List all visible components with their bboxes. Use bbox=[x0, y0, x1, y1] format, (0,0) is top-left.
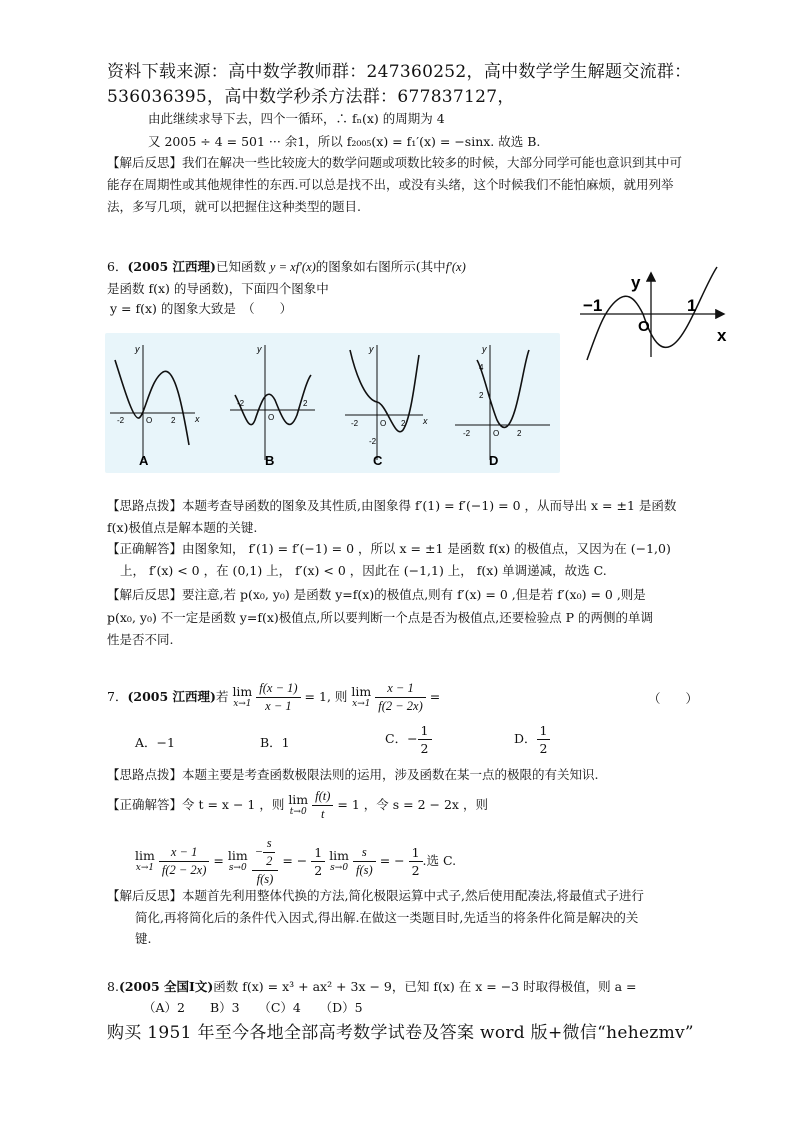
q7-option-a: A．−1 bbox=[135, 735, 175, 750]
q7-eq1: = 1, 则 bbox=[304, 689, 348, 704]
source-header-line1: 资料下载来源：高中数学教师群：247360252，高中数学学生解题交流群： bbox=[107, 62, 692, 82]
svg-text:-2: -2 bbox=[237, 399, 245, 408]
q7-hint: 【思路点拨】本题主要是考查函数极限法则的运用，涉及函数在某一点的极限的有关知识. bbox=[107, 767, 599, 782]
q6-main-graph bbox=[575, 262, 735, 362]
svg-text:O: O bbox=[146, 416, 153, 425]
prev-line1: 由此继续求导下去，四个一循环，∴ fₙ(x) 的周期为 4 bbox=[148, 111, 445, 126]
source-header-line2: 536036395，高中数学秒杀方法群：677837127， bbox=[107, 87, 515, 107]
svg-text:2: 2 bbox=[479, 391, 484, 400]
q6-source: (2005 江西理) bbox=[127, 259, 216, 274]
svg-text:x: x bbox=[195, 414, 200, 424]
q7-frac2: $\frac{x - 1}{f(2 - 2x)}$ bbox=[375, 680, 426, 715]
q7-ruo: 若 bbox=[215, 689, 229, 704]
svg-text:4: 4 bbox=[479, 363, 484, 372]
caption-b: B bbox=[265, 453, 275, 468]
q7-option-b: B．1 bbox=[260, 735, 290, 750]
q7-reflect-line1: 【解后反思】本题首先利用整体代换的方法,简化极限运算中式子,然后使用配凑法,将最值式子进行 bbox=[107, 888, 644, 903]
svg-text:-2: -2 bbox=[369, 437, 377, 446]
svg-text:O: O bbox=[380, 419, 387, 428]
q6-formula2: f′(x) bbox=[445, 260, 466, 274]
q6-answer-line1: 【正确解答】由图象知， f′(1) = f′(−1) = 0 ，所以 x = ±1 是函数 f(x) 的极值点，又因为在 (−1,0) bbox=[107, 541, 671, 556]
q7-source: (2005 江西理) bbox=[127, 689, 216, 704]
q6-line1 bbox=[107, 256, 577, 278]
caption-c: C bbox=[373, 453, 383, 468]
caption-d: D bbox=[489, 453, 499, 468]
q6-text-a: 已知函数 bbox=[215, 259, 270, 274]
q6-hint: 【思路点拨】本题考查导函数的图象及其性质,由图象得 f′(1) = f′(−1) = 0 ，从而导出 x = ±1 是函数 f(x)极值点是解本题的关键. bbox=[107, 498, 677, 535]
q6-option-graphs bbox=[105, 340, 560, 470]
caption-a: A bbox=[139, 453, 149, 468]
q7-answer-paren: （ ） bbox=[648, 691, 699, 706]
prev-line2: 又 2005 ÷ 4 = 501 ··· 余1，所以 f₂₀₀₅(x) = f₁′(x) = −sinx. 故选 B. bbox=[148, 134, 541, 149]
q7-frac1: $\frac{f(x - 1)}{x - 1}$ bbox=[256, 680, 300, 715]
q6-formula: y = xf′(x) bbox=[269, 260, 316, 274]
svg-text:-2: -2 bbox=[463, 429, 471, 438]
q6-reflect-line1: 【解后反思】要注意,若 p(x₀, y₀) 是函数 y=f(x)的极值点,则有 f′(x) = 0 ,但是若 f′(x₀) = 0 ,则是 bbox=[107, 587, 646, 602]
main-x-label: x bbox=[717, 326, 727, 345]
svg-text:2: 2 bbox=[303, 399, 308, 408]
q7-eq2: = bbox=[429, 689, 441, 704]
footer-ad: 购买 1951 年至今各地全部高考数学试卷及答案 word 版+微信“hehezmv” bbox=[107, 1023, 694, 1043]
svg-text:2: 2 bbox=[517, 429, 522, 438]
q6-line3: y = f(x) 的图象大致是 （ ） bbox=[110, 301, 293, 316]
q6-reflect-line2: p(x₀, y₀) 不一定是函数 y=f(x)极值点,所以要判断一个点是否为极值点,还要检验点 P 的两侧的单调 bbox=[107, 610, 654, 625]
prev-reflection: 【解后反思】我们在解决一些比较庞大的数学问题或项数比较多的时候，大部分同学可能也意识到其中可能存在周期性或其他规律性的东西.可以总是找不出，或没有头绪，这个时候我们不能怕麻烦，就用列举法，多写几项，就可以把握住这种类型的题目. bbox=[107, 155, 683, 214]
q6-reflect-line3: 性是否不同. bbox=[107, 632, 174, 647]
q7-reflect-line3: 键. bbox=[135, 931, 152, 946]
svg-text:y: y bbox=[369, 344, 374, 354]
svg-text:O: O bbox=[268, 413, 275, 422]
q6-line2: 是函数 f(x) 的导函数)，下面四个图象中 bbox=[107, 281, 329, 296]
q7-solution-line1: 【正确解答】令 t = x − 1 ，则 lim t→0 $\frac{f(t)}{t}$ = 1 ，令 s = 2 − 2x ，则 bbox=[107, 789, 488, 821]
option-graph-d bbox=[455, 344, 550, 460]
q7-lim1: lim x→1 bbox=[232, 683, 253, 709]
q7-reflect-line2: 简化,再将简化后的条件代入因式,得出解.在做这一类题目时,先适当的将条件化简是解决的关 bbox=[135, 910, 639, 925]
svg-text:2: 2 bbox=[171, 416, 176, 425]
main-pos1: 1 bbox=[687, 296, 697, 315]
main-origin: O bbox=[638, 318, 650, 335]
option-graph-c bbox=[345, 344, 428, 460]
q7-lim2: lim x→1 bbox=[351, 683, 372, 709]
q6-answer-line2: 上， f′(x) < 0 ，在 (0,1) 上， f′(x) < 0 ，因此在 (−1,1) 上， f(x) 单调递减，故选 C. bbox=[120, 563, 607, 578]
svg-text:x: x bbox=[423, 416, 428, 426]
q7-number: 7． bbox=[107, 689, 128, 704]
svg-text:y: y bbox=[482, 344, 487, 354]
q8-question: 8.(2005 全国Ⅰ文)函数 f(x) = x³ + ax² + 3x − 9，已知 f(x) 在 x = −3 时取得极值，则 a = bbox=[107, 979, 637, 994]
q7-option-d: D． $\frac{1}{2}$ bbox=[514, 722, 550, 757]
svg-text:-2: -2 bbox=[351, 419, 359, 428]
option-graph-b bbox=[230, 344, 315, 460]
svg-text:-2: -2 bbox=[117, 416, 125, 425]
q7-option-c: C．− $\frac{1}{2}$ bbox=[385, 722, 432, 757]
svg-text:y: y bbox=[135, 344, 140, 354]
option-graph-a bbox=[110, 344, 200, 460]
main-y-label: y bbox=[631, 273, 641, 292]
svg-text:y: y bbox=[257, 344, 262, 354]
q7-question bbox=[107, 680, 440, 715]
svg-text:O: O bbox=[493, 429, 500, 438]
q7-solution-line2: lim x→1 $\frac{x - 1}{f(2 - 2x)}$ = lim s→0 − $\frac{s}{2}$ f(s) = − $\frac{1}{2}$ lim s→0 $\frac{s}{f(s)}$ = − $\frac{1}{2}$ .选 C. bbox=[135, 836, 457, 886]
main-neg1: −1 bbox=[583, 296, 603, 315]
q8-options: （A）2 B）3 （C）4 （D）5 bbox=[143, 1000, 363, 1015]
q6-text-b: 的图象如右图所示(其中 bbox=[315, 259, 446, 274]
svg-text:2: 2 bbox=[401, 419, 406, 428]
q6-number: 6． bbox=[107, 259, 128, 274]
